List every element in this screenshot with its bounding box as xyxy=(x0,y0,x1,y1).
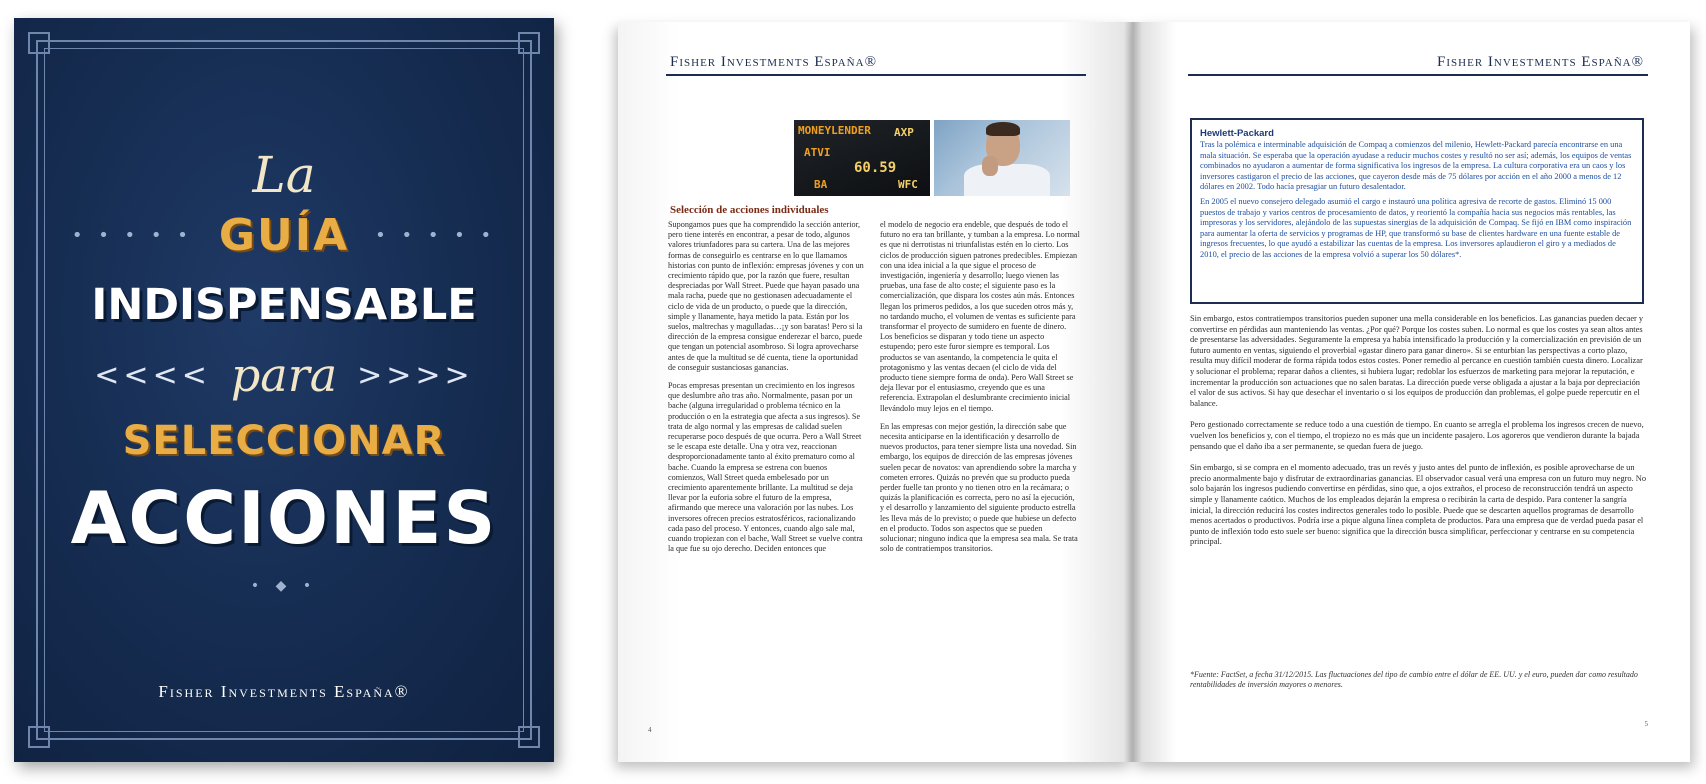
dots-ornament: • • • • • xyxy=(375,225,497,246)
running-head: Fisher Investments España® xyxy=(1437,54,1644,70)
cover-title-guia-row xyxy=(14,210,554,261)
body-text xyxy=(1190,314,1648,684)
ticker-text: 60.59 xyxy=(854,160,897,176)
case-study-text xyxy=(1200,140,1634,261)
cover-title-la: La xyxy=(252,146,316,204)
chevrons-left-icon: <<<< xyxy=(94,357,211,393)
photo-figure-hair xyxy=(986,122,1020,136)
case-study-box xyxy=(1190,118,1644,304)
dots-ornament: • • • • • xyxy=(71,225,193,246)
paragraph: Pocas empresas presentan un crecimiento en los ingresos que deslumbre año tras año. Normalmente, pasan por un bache (alguna irregularidad o problema técnico en la producción o en la estrategia que afecta a sus ingresos). Se trata de algo normal y las empresas de calidad suelen recuperarse poco después de que ocurra. Pero a Wall Street se le escapa este detalle. Una y otra vez, reaccionan desproporcionadamente tanto al éxito prematuro como al bache. Cuando la empresa se estrena con buenos comienzos, Wall Street queda embelesado por un crecimiento aparentemente brillante. La multitud se deja llevar por la euforia sobre el futuro de la empresa, afirmando que merece una valoración por las nubes. Los inversores ofrecen precios estratosféricos, racionalizando cada paso del proceso. Y entonces, cuando algo sale mal, cuando tropiezan con el bache, Wall Street se vuelve contra la que fue su ojo derecho. Deciden entonces que xyxy=(668,381,863,554)
left-page xyxy=(618,22,1132,762)
ticker-text: ATVI xyxy=(804,146,831,159)
cover-corner-ornament xyxy=(28,32,50,54)
ticker-text: AXP xyxy=(894,126,914,139)
page-number: 5 xyxy=(1644,720,1648,728)
cover-corner-ornament xyxy=(518,32,540,54)
text-column-2 xyxy=(880,220,1080,720)
cover-corner-ornament xyxy=(518,726,540,748)
cover-brand: Fisher Investments España® xyxy=(158,682,410,701)
ticker-text: MONEYLENDER xyxy=(798,124,871,137)
paragraph: Tras la polémica e interminable adquisición de Compaq a comienzos del milenio, Hewlett-Packard parecía encontrarse en una mala situación. Se esperaba que la operación ayudase a reducir muchos costes y resultó no ser así; además, los equipos de ventas combinados no ayudaron a aumentar de forma significativa los ingresos de la empresa. La cultura corporativa era un caos y los inversores castigaron el precio de las acciones, que cayeron desde más de 75 dólares por acción en el año 2000 a menos de 12 dólares en 2002. Todo hacía presagiar un futuro desalentador. xyxy=(1200,140,1632,192)
paragraph: Supongamos pues que ha comprendido la sección anterior, pero tiene interés en encontrar, a pesar de todo, algunos valores triunfadores para su cartera. Una de las mejores formas de conseguirlo es centrarse en lo que llamamos historias con punto de inflexión: empresas jóvenes y con un crecimiento rápido que, por la razón que fuere, resultan despreciadas por Wall Street. Puede que hayan pasado una mala racha, puede que no gestionasen adecuadamente el ciclo de vida de un producto, o puede que la dirección, simple y llanamente, haya metido la pata. Están por los suelos, maltrechas y magulladas…¡y son baratas! Pero si la dirección de la empresa consigue enderezar el barco, puede que tengan un potencial asombroso. Si logra aprovecharse antes de que la multitud se dé cuenta, tiene la oportunidad de conseguir sustanciosas ganancias. xyxy=(668,220,864,372)
paragraph: Sin embargo, si se compra en el momento adecuado, tras un revés y justo antes del punto de inflexión, es posible aprovecharse de un precio anormalmente bajo y disfrutar de extraordinarias ganancias. El observador casual verá una empresa con un futuro muy negro. No solo bajarán los ingresos pudiendo convertirse en pérdidas, sino que, a ojos extraños, el proceso de reconstrucción tendrá un aspecto simple y llanamente caótico. Muchos de los empleados dejarán la empresa o recibirán la carta de despido. Para contener la sangría inicial, la dirección reducirá los costes indirectos generales todo lo posible. Puede que se descarten aquellos programas de desarrollo menos acertados o productivos. Podría irse a pique alguna línea completa de productos. Para una empresa que de verdad pueda pasar el punto de inflexión todo esto suele ser bueno: significa que la dirección busca simplificar, perfeccionar y centrarse en su competencia principal. xyxy=(1190,463,1647,547)
book-gutter-shadow xyxy=(1124,22,1142,762)
cover-title-guia: GUÍA xyxy=(218,210,350,261)
paragraph: el modelo de negocio era endeble, que después de todo el futuro no era tan brillante, y tumban a la empresa. Lo normal es que ni derrotistas ni triunfalistas estén en lo cierto. Los ciclos de producción siguen patrones predecibles. Empiezan con una idea inicial a la que sigue el proceso de investigación, ingeniería y desarrollo; luego vienen las pruebas, una fase de alto coste; el siguiente paso es la comercialización, que dispara los costes aún más. Entonces llegan los primeros pedidos, a los que suceden otros más y, no tardando mucho, el volumen de ventas es suficiente para transformar el proyecto de sumidero en fuente de dinero. Los beneficios se disparan y todo tiene un aspecto estupendo; pero este furor siempre es temporal. Los productos se van asentando, la competencia le quita el protagonismo y las ventas decaen (el ciclo de vida del producto tiene siempre forma de onda). Pero Wall Street se deja llevar por el entusiasmo, creyendo que es una referencia. Extrapolan el deslumbrante crecimiento inicial llevándolo muy lejos en el tiempo. xyxy=(880,220,1080,413)
cover-title-seleccionar: SELECCIONAR xyxy=(122,418,446,464)
text-column-1 xyxy=(668,220,864,720)
case-study-title: Hewlett-Packard xyxy=(1200,128,1274,139)
page-number: 4 xyxy=(648,726,652,734)
cover-title-indispensable: INDISPENSABLE xyxy=(91,280,477,330)
section-title: Selección de acciones individuales xyxy=(670,204,829,216)
ticker-text: BA xyxy=(814,178,828,191)
guide-cover xyxy=(14,18,554,762)
diamond-ornament-icon: • ◆ • xyxy=(250,578,318,594)
cover-title-para-row xyxy=(14,348,554,402)
stock-ticker-photo xyxy=(794,120,930,196)
cover-title-para: para xyxy=(230,348,338,402)
paragraph: Pero gestionado correctamente se reduce todo a una cuestión de tiempo. En cuanto se arregla el problema los ingresos crecen de nuevo, vuelven los beneficios y, con el tiempo, el tropiezo no es más que un incidente pasajero. Los agoreros que vendieron durante la bajada pensando que el daño iba a ser permanente, se quedan fuera de juego. xyxy=(1190,420,1644,451)
photo-figure-hand xyxy=(982,156,998,176)
right-page xyxy=(1132,22,1690,762)
cover-title-acciones: ACCIONES xyxy=(70,476,498,560)
running-head: Fisher Investments España® xyxy=(670,54,877,70)
paragraph: En 2005 el nuevo consejero delegado asumió el cargo e instauró una política agresiva de recorte de gastos. Eliminó 15 000 puestos de trabajo y varios centros de procesamiento de datos, y reorientó la compañía hacia sus negocios más rentables, las impresoras y los servidores, alejándolo de las supuestas sinergias de la adquisición de Compaq. Se fijó en IBM como inspiración para aumentar la oferta de servicios y programas de HP, que transformó su base de clientes hardware en una fuente estable de ingresos frecuentes, lo que ayudó a estabilizar las cuentas de la empresa. Los inversores aplaudieron el giro y a mediados de 2010, el precio de las acciones de la empresa volvió a superar los 50 dólares*. xyxy=(1200,196,1632,259)
chevrons-right-icon: >>>> xyxy=(357,357,474,393)
ticker-text: WFC xyxy=(898,178,918,191)
header-rule xyxy=(1188,74,1648,76)
cover-corner-ornament xyxy=(28,726,50,748)
paragraph: En las empresas con mejor gestión, la dirección sabe que necesita anticiparse en la identificación y desarrollo de nuevos productos, para tener siempre lista una novedad. Sin embargo, los equipos de dirección de las empresas jóvenes suelen pecar de novatos: van aprendiendo sobre la marcha y cometen errores. Quizás no prevén que su producto pueda perder fuelle tan pronto y no tienen otro en la recámara; o quizás la planificación es correcta, pero no así la ejecución, y el desarrollo y lanzamiento del siguiente producto estrella les lleva más de lo previsto; o puede que hubiese un defecto en el producto. Todos son aspectos que se pueden solucionar; ninguno indica que la empresa sea mala. Se trata solo de contratiempos transitorios. xyxy=(880,421,1078,554)
header-rule xyxy=(666,74,1086,76)
paragraph: Sin embargo, estos contratiempos transitorios pueden suponer una mella considerable en los beneficios. Las ganancias pueden decaer y convertirse en pérdidas aun manteniendo las ventas. ¿Por qué? Porque los costes suben. Lo normal es que los costes ya sean altos antes de presentarse las adversidades. Seguramente la empresa ya había intensificado la producción y la comercialización en previsión de un futuro aumento en ventas, siguiendo el proverbial «gastar dinero para ganar dinero». Si se enturbian las perspectivas a corto plazo, resulta muy difícil moderar de forma rápida todos estos costes. Poner remedio al percance en cuestión también cuesta dinero. Localizar y solucionar el problema; reparar daños a clientes, si hubiera lugar; redoblar los esfuerzos de marketing para mejorar la reputación, e incrementar la producción son actuaciones que no salen baratas. La dirección puede verse obligada a ajustar a la baja por depreciación el valor de sus activos. Si hay que desechar el inventario o si los equipos de producción dan problemas, el golpe puede repercutir en el balance. xyxy=(1190,314,1644,408)
photo-figure-body xyxy=(964,164,1050,196)
businessman-photo xyxy=(934,120,1070,196)
footnote: *Fuente: FactSet, a fecha 31/12/2015. Las fluctuaciones del tipo de cambio entre el dólar de EE. UU. y el euro, pueden dar como resultado rentabilidades de inversión mayores o menores. xyxy=(1190,670,1638,689)
open-book-spread xyxy=(618,22,1690,762)
